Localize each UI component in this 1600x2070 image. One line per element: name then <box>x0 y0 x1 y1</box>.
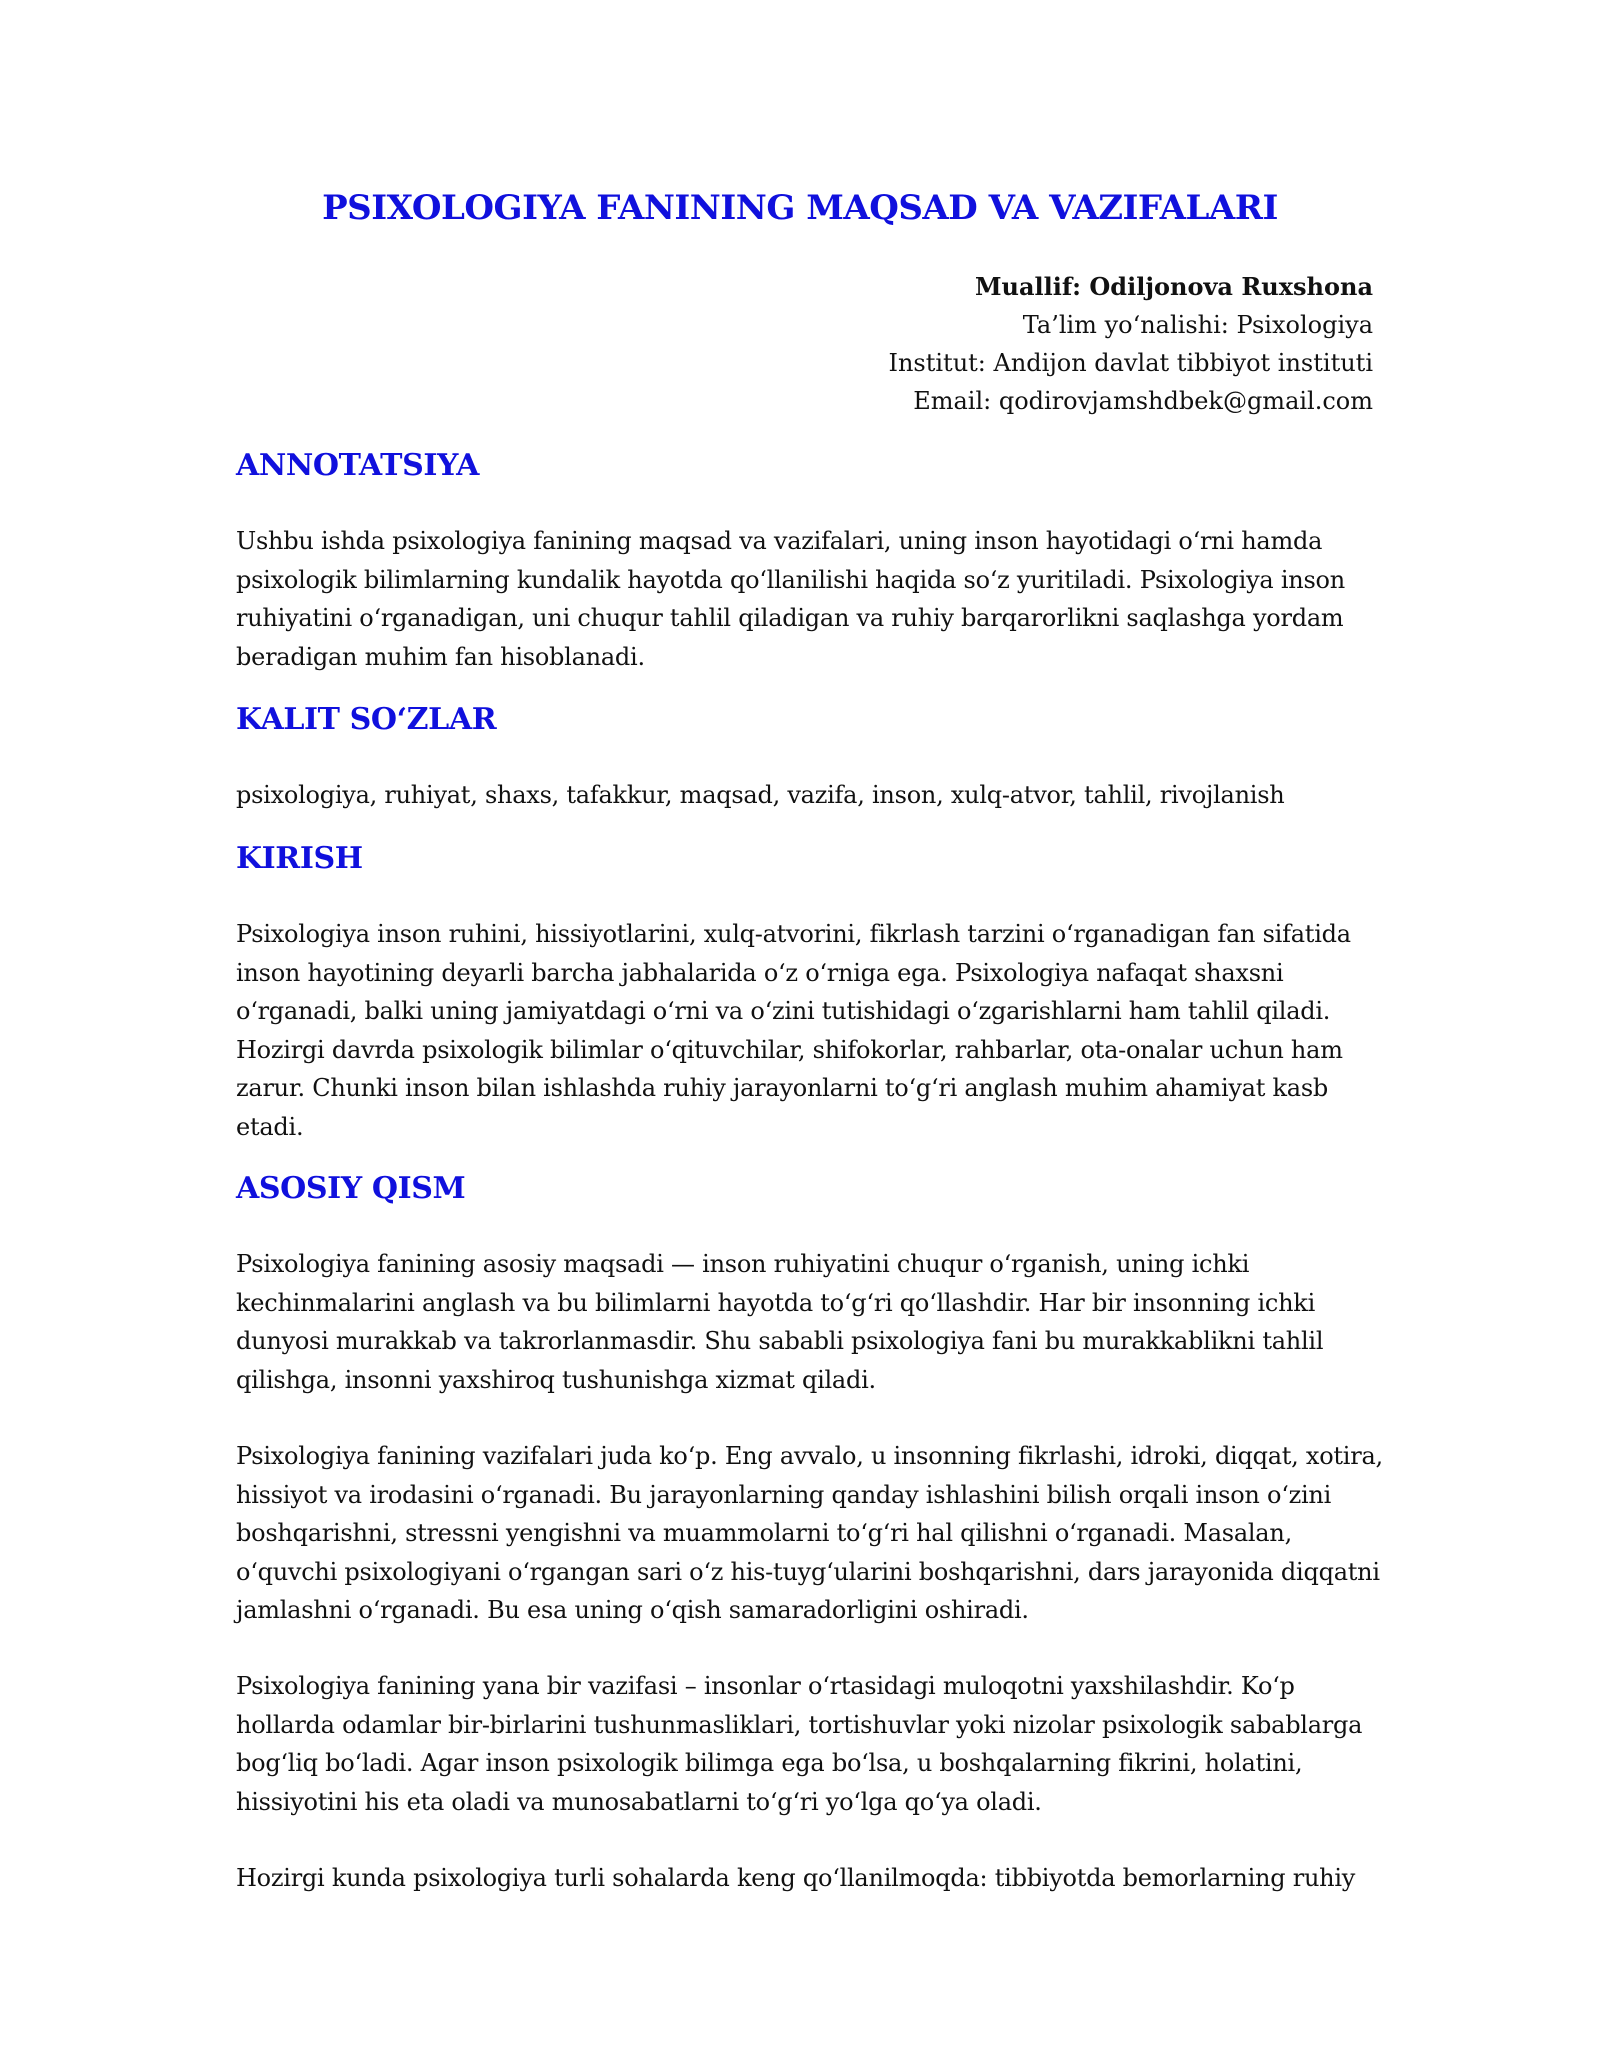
text-line: ruhiyatini o‘rganadigan, uni chuqur tahlil qiladigan va ruhiy barqarorlikni saqlashga yordam <box>236 604 1344 632</box>
text-line: etadi. <box>236 1112 304 1141</box>
main-paragraph-1 <box>236 1245 1376 1399</box>
document-title: PSIXOLOGIYA FANINING MAQSAD VA VAZIFALARI <box>322 188 1278 228</box>
heading-intro: KIRISH <box>236 841 363 876</box>
direction-line: Ta’lim yo‘nalishi: Psixologiya <box>1022 311 1373 339</box>
text-line: boshqarishni, stressni yengishni va muammolarni to‘g‘ri hal qilishni o‘rganadi. Masalan, <box>236 1519 1292 1547</box>
author-line: Muallif: Odiljonova Ruxshona <box>974 272 1373 301</box>
text-line: o‘rganadi, balki uning jamiyatdagi o‘rni va o‘zini tutishidagi o‘zgarishlarni ham tahlil qiladi. <box>236 997 1331 1025</box>
text-line: Ushbu ishda psixologiya fanining maqsad va vazifalari, uning inson hayotidagi o‘rni hamda <box>236 527 1323 555</box>
text-line: beradigan muhim fan hisoblanadi. <box>236 642 645 671</box>
annotation-paragraph <box>236 522 1376 676</box>
text-line: Psixologiya fanining asosiy maqsadi — inson ruhiyatini chuqur o‘rganish, uning ichki <box>236 1250 1250 1278</box>
text-line: inson hayotining deyarli barcha jabhalarida o‘z o‘rniga ega. Psixologiya nafaqat shaxsni <box>236 958 1284 987</box>
text-line: hissiyot va irodasini o‘rganadi. Bu jarayonlarning qanday ishlashini bilish orqali inson o‘zini <box>236 1480 1332 1509</box>
text-line: kechinmalarini anglash va bu bilimlarni hayotda to‘g‘ri qo‘llashdir. Har bir insonning ichki <box>236 1288 1315 1317</box>
author-info <box>888 268 1373 420</box>
keywords-paragraph <box>236 776 1376 815</box>
heading-annotation: ANNOTATSIYA <box>236 448 479 483</box>
institute-line: Institut: Andijon davlat tibbiyot instituti <box>888 349 1373 377</box>
text-line: hissiyotini his eta oladi va munosabatlarni to‘g‘ri yo‘lga qo‘ya oladi. <box>236 1787 1042 1816</box>
text-line: psixologik bilimlarning kundalik hayotda qo‘llanilishi haqida so‘z yuritiladi. Psixologiya inson <box>236 565 1345 594</box>
text-line: jamlashni o‘rganadi. Bu esa uning o‘qish samaradorligini oshiradi. <box>236 1596 1029 1624</box>
text-line: dunyosi murakkab va takrorlanmasdir. Shu sababli psixologiya fani bu murakkablikni tahlil <box>236 1327 1324 1355</box>
text-line: Psixologiya inson ruhini, hissiyotlarini, xulq-atvorini, fikrlash tarzini o‘rganadigan fan sifatida <box>236 920 1351 948</box>
intro-paragraph <box>236 915 1376 1146</box>
heading-keywords: KALIT SO‘ZLAR <box>236 702 497 737</box>
text-line: Psixologiya fanining yana bir vazifasi – insonlar o‘rtasidagi muloqotni yaxshilashdir. Ko‘p <box>236 1672 1295 1700</box>
heading-main: ASOSIY QISM <box>236 1171 466 1206</box>
text-line: bog‘liq bo‘ladi. Agar inson psixologik bilimga ega bo‘lsa, u boshqalarning fikrini, holatini, <box>236 1749 1303 1777</box>
text-line: zarur. Chunki inson bilan ishlashda ruhiy jarayonlarni to‘g‘ri anglash muhim ahamiyat kasb <box>236 1074 1329 1102</box>
text-line: o‘quvchi psixologiyani o‘rgangan sari o‘z his-tuyg‘ularini boshqarishni, dars jarayonida diqqatni <box>236 1557 1380 1586</box>
main-paragraph-2 <box>236 1437 1383 1630</box>
main-paragraph-3 <box>236 1667 1376 1821</box>
text-line: Psixologiya fanining vazifalari juda ko‘p. Eng avvalo, u insonning fikrlashi, idroki, diqqat, xotira, <box>236 1442 1383 1470</box>
text-line: Hozirgi davrda psixologik bilimlar o‘qituvchilar, shifokorlar, rahbarlar, ota-onalar uchun ham <box>236 1035 1343 1064</box>
text-line: hollarda odamlar bir-birlarini tushunmasliklari, tortishuvlar yoki nizolar psixologik sabablarga <box>236 1710 1363 1739</box>
email-line: Email: qodirovjamshdbek@gmail.com <box>913 387 1373 415</box>
text-line: qilishga, insonni yaxshiroq tushunishga xizmat qiladi. <box>236 1365 876 1394</box>
main-paragraph-4 <box>236 1859 1376 1898</box>
text-line: Hozirgi kunda psixologiya turli sohalarda keng qo‘llanilmoqda: tibbiyotda bemorlarning ruhiy <box>236 1864 1356 1892</box>
text-line: psixologiya, ruhiyat, shaxs, tafakkur, maqsad, vazifa, inson, xulq-atvor, tahlil, rivojlanish <box>236 781 1285 809</box>
